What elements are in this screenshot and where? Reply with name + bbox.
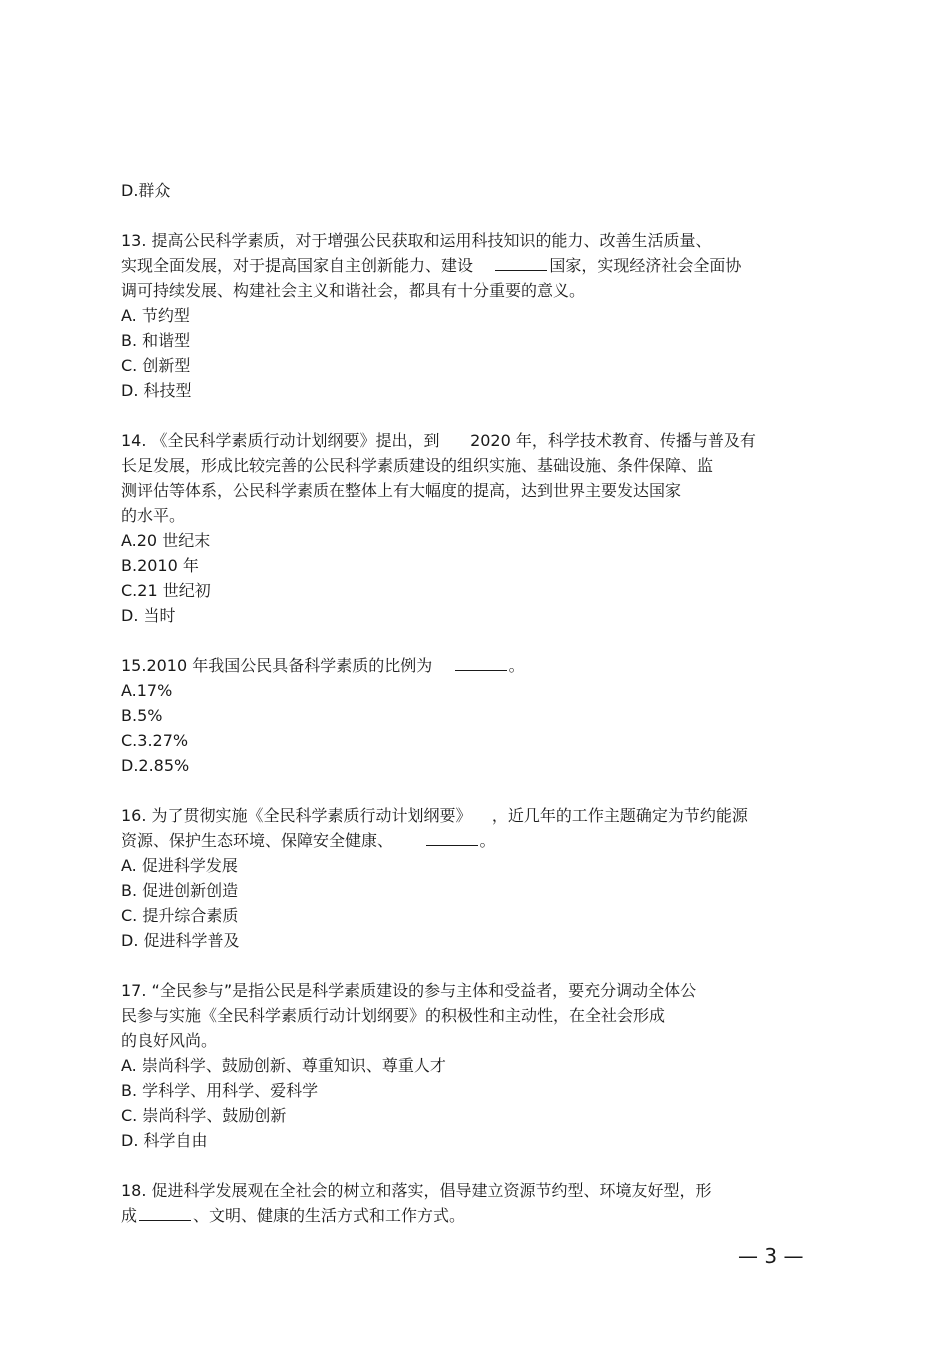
q16-option-d: D. 促进科学普及 [121, 931, 240, 950]
q15-option-b: B.5% [121, 706, 163, 725]
q15-option-c: C.3.27% [121, 731, 189, 750]
spacer [121, 778, 821, 803]
q13-option-a: A. 节约型 [121, 306, 190, 325]
spacer [121, 628, 821, 653]
answer-blank [495, 254, 547, 271]
q18-stem-line-1: 18. 促进科学发展观在全社会的树立和落实，倡导建立资源节约型、环境友好型，形 [121, 1181, 712, 1200]
q13-stem-line-3: 调可持续发展、构建社会主义和谐社会，都具有十分重要的意义。 [121, 281, 586, 300]
q15-stem-text: 。 [508, 656, 525, 675]
q14-stem-line-4: 的水平。 [121, 506, 186, 525]
spacer [121, 1153, 821, 1178]
question-15 [121, 653, 821, 778]
q13-stem-text: 国家，实现经济社会全面协 [549, 256, 742, 275]
q16-stem-line-1 [121, 803, 821, 828]
q17-option-c: C. 崇尚科学、鼓励创新 [121, 1106, 287, 1125]
q16-option-a: A. 促进科学发展 [121, 856, 238, 875]
question-list [121, 178, 821, 1228]
q16-stem-text: 16. 为了贯彻实施《全民科学素质行动计划纲要》 [121, 806, 472, 825]
q17-option-b: B. 学科学、用科学、爱科学 [121, 1081, 319, 1100]
question-18 [121, 1178, 821, 1228]
q13-stem-line-1: 13. 提高公民科学素质，对于增强公民获取和运用科技知识的能力、改善生活质量、 [121, 231, 712, 250]
q16-stem-line-2 [121, 828, 821, 853]
q14-stem-text: 14. 《全民科学素质行动计划纲要》提出，到 [121, 431, 440, 450]
question-16 [121, 803, 821, 953]
answer-blank [139, 1204, 191, 1221]
q16-stem-text: 。 [479, 831, 496, 850]
question-13 [121, 228, 821, 403]
q14-stem-text: 2020 年，科学技术教育、传播与普及有 [470, 431, 756, 450]
q17-stem-line-1: 17. “全民参与”是指公民是科学素质建设的参与主体和受益者，要充分调动全体公 [121, 981, 697, 1000]
q14-stem-line-3: 测评估等体系，公民科学素质在整体上有大幅度的提高，达到世界主要发达国家 [121, 481, 682, 500]
q13-option-d: D. 科技型 [121, 381, 192, 400]
q18-stem-text: 成 [121, 1206, 138, 1225]
page-number: — 3 — [738, 1244, 804, 1268]
question-17 [121, 978, 821, 1153]
q15-stem-text: 15.2010 年我国公民具备科学素质的比例为 [121, 656, 433, 675]
q12-option-d: D.群众 [121, 181, 171, 200]
spacer [121, 203, 821, 228]
q16-stem-text: ，近几年的工作主题确定为节约能源 [491, 806, 748, 825]
q14-stem-line-2: 长足发展，形成比较完善的公民科学素质建设的组织实施、基础设施、条件保障、监 [121, 456, 714, 475]
q13-stem-line-2 [121, 253, 821, 278]
q13-option-b: B. 和谐型 [121, 331, 191, 350]
q14-stem-line-1 [121, 428, 821, 453]
answer-blank [426, 829, 478, 846]
q16-option-b: B. 促进创新创造 [121, 881, 239, 900]
q14-option-c: C.21 世纪初 [121, 581, 211, 600]
q15-option-d: D.2.85% [121, 756, 190, 775]
q18-stem-text: 、文明、健康的生活方式和工作方式。 [193, 1206, 466, 1225]
spacer [121, 403, 821, 428]
q15-stem-line-1 [121, 653, 821, 678]
q14-option-a: A.20 世纪末 [121, 531, 211, 550]
q17-stem-line-3: 的良好风尚。 [121, 1031, 218, 1050]
q17-option-a: A. 崇尚科学、鼓励创新、尊重知识、尊重人才 [121, 1056, 446, 1075]
answer-blank [455, 654, 507, 671]
q16-stem-text: 资源、保护生态环境、保障安全健康、 [121, 831, 394, 850]
q18-stem-line-2 [121, 1203, 821, 1228]
q14-option-b: B.2010 年 [121, 556, 199, 575]
q17-option-d: D. 科学自由 [121, 1131, 208, 1150]
q17-stem-line-2: 民参与实施《全民科学素质行动计划纲要》的积极性和主动性，在全社会形成 [121, 1006, 666, 1025]
q13-option-c: C. 创新型 [121, 356, 191, 375]
q14-option-d: D. 当时 [121, 606, 176, 625]
q13-stem-text: 实现全面发展，对于提高国家自主创新能力、建设 [121, 256, 474, 275]
q16-option-c: C. 提升综合素质 [121, 906, 239, 925]
spacer [121, 953, 821, 978]
question-14 [121, 428, 821, 628]
q15-option-a: A.17% [121, 681, 173, 700]
